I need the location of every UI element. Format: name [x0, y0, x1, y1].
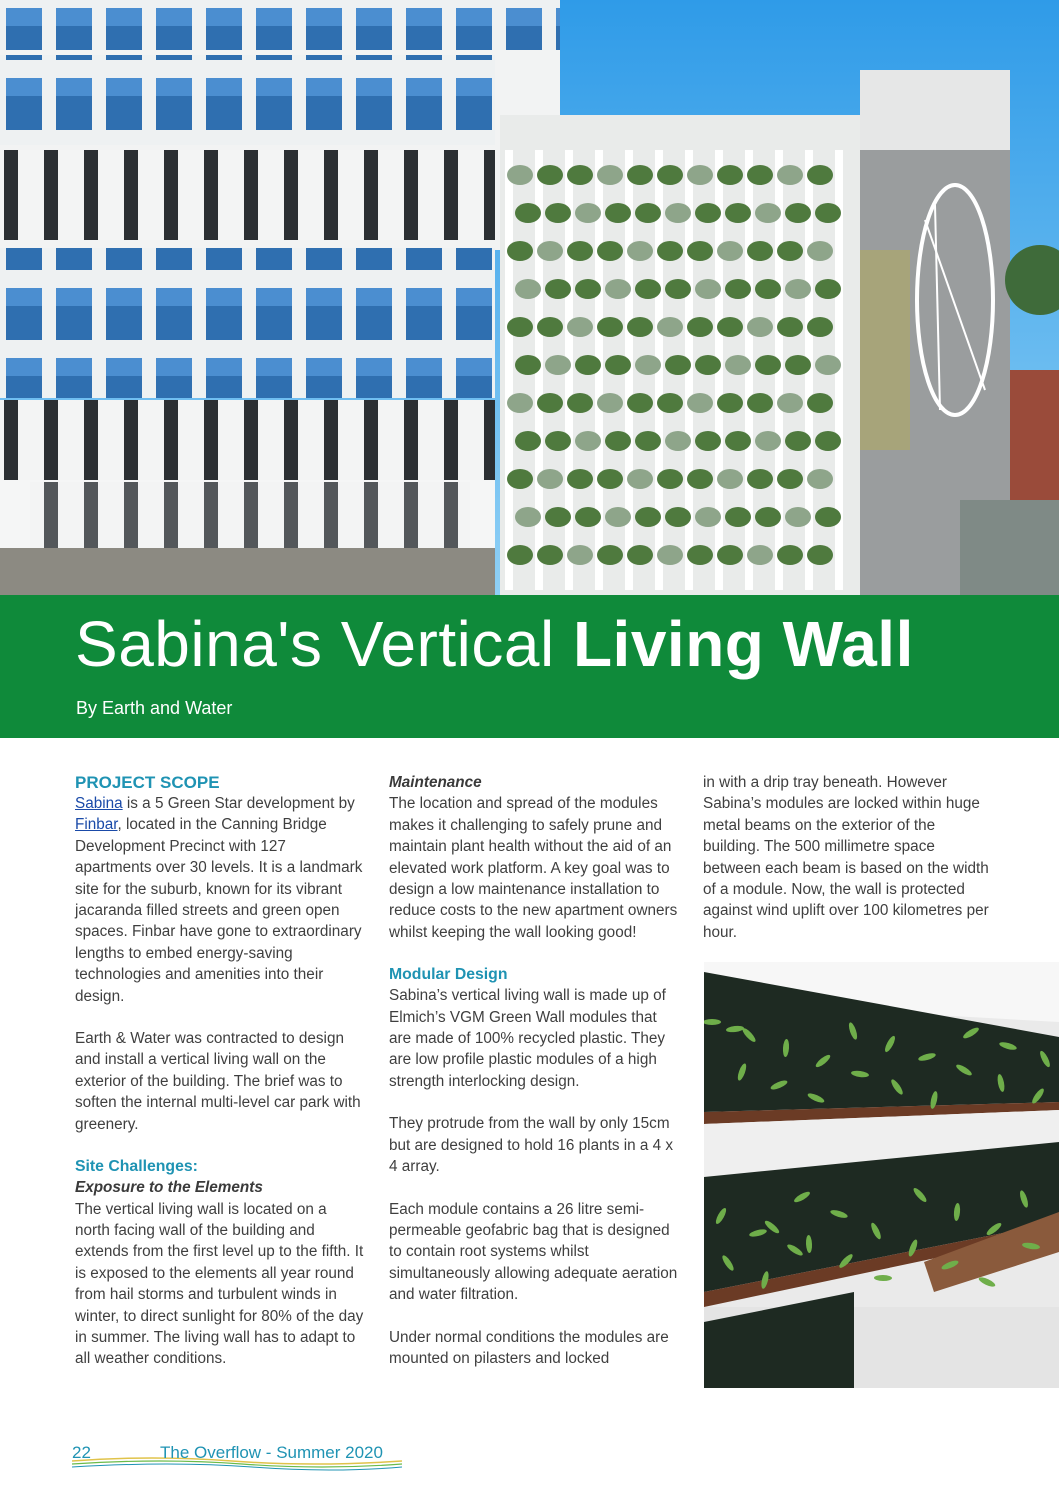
paragraph-maintenance: The location and spread of the modules makes it challenging to safely prune and maintain plant health without the aid of an elevated work platform. A key goal was to design a low maintenance installation to reduce costs to the new apartment owners whilst keeping the wall looking good! — [389, 795, 678, 941]
column-2 — [389, 772, 679, 1369]
heading-project-scope: PROJECT SCOPE — [75, 773, 220, 792]
paragraph-modular-4: Under normal conditions the modules are mounted on pilasters and locked — [389, 1328, 669, 1367]
green-wall-photo — [704, 962, 1059, 1388]
paragraph-contract: Earth & Water was contracted to design and install a vertical living wall on the exterior of the building. The brief was to soften the internal multi-level car park with greenery. — [75, 1030, 361, 1133]
paragraph-project-scope — [75, 793, 365, 1007]
paragraph-modular-2: They protrude from the wall by only 15cm but are designed to hold 16 plants in a 4 x 4 array. — [389, 1115, 674, 1176]
paragraph-exposure: The vertical living wall is located on a north facing wall of the building and extends from the first level up to the fifth. It is exposed to the elements all year round from hail storms and turbulent winds in winter, to direct sunlight for 80% of the day in summer. The living wall has to adapt to all weather conditions. — [75, 1200, 364, 1368]
magazine-name: The Overflow - Summer 2020 — [160, 1443, 383, 1462]
page-footer — [72, 1443, 412, 1473]
hero-building-photo — [0, 0, 1059, 595]
byline: By Earth and Water — [76, 698, 233, 718]
title-bold: Living Wall — [572, 608, 914, 680]
subheading-exposure: Exposure to the Elements — [75, 1179, 263, 1197]
text-run: is a 5 Green Star development by — [122, 795, 355, 812]
title-light: Sabina's Vertical — [75, 608, 573, 680]
subheading-maintenance: Maintenance — [389, 774, 482, 791]
column-1 — [75, 772, 365, 1370]
heading-site-challenges: Site Challenges: — [75, 1158, 198, 1176]
page-number: 22 — [72, 1443, 91, 1462]
text-run: , located in the Canning Bridge Development Precinct with 127 apartments over 30 levels. It is a landmark site for the suburb, known for its vibrant jacaranda filled streets and green open spaces. Finbar have gone to extraordinary lengths to embed energy-saving technologies and amenities into their design. — [75, 816, 363, 1005]
link-finbar[interactable]: Finbar — [75, 816, 118, 834]
paragraph-modular-3: Each module contains a 26 litre semi-permeable geofabric bag that is designed to contain root systems whilst simultaneously allowing adequate aeration and water filtration. — [389, 1200, 678, 1304]
paragraph-continued: in with a drip tray beneath. However Sabina’s modules are locked within huge metal beams on the exterior of the building. The 500 millimetre space between each beam is based on the width of a module. Now, the wall is protected against wind uplift over 100 kilometres per hour. — [703, 774, 989, 941]
link-sabina[interactable]: Sabina — [75, 795, 123, 812]
column-3 — [703, 772, 993, 943]
heading-modular-design: Modular Design — [389, 966, 508, 984]
paragraph-modular-1: Sabina’s vertical living wall is made up of Elmich’s VGM Green Wall modules that are made of 100% recycled plastic. They are low profile plastic modules of a high strength interlocking design. — [389, 987, 666, 1090]
title-banner — [0, 595, 1059, 738]
page-title — [75, 607, 914, 681]
